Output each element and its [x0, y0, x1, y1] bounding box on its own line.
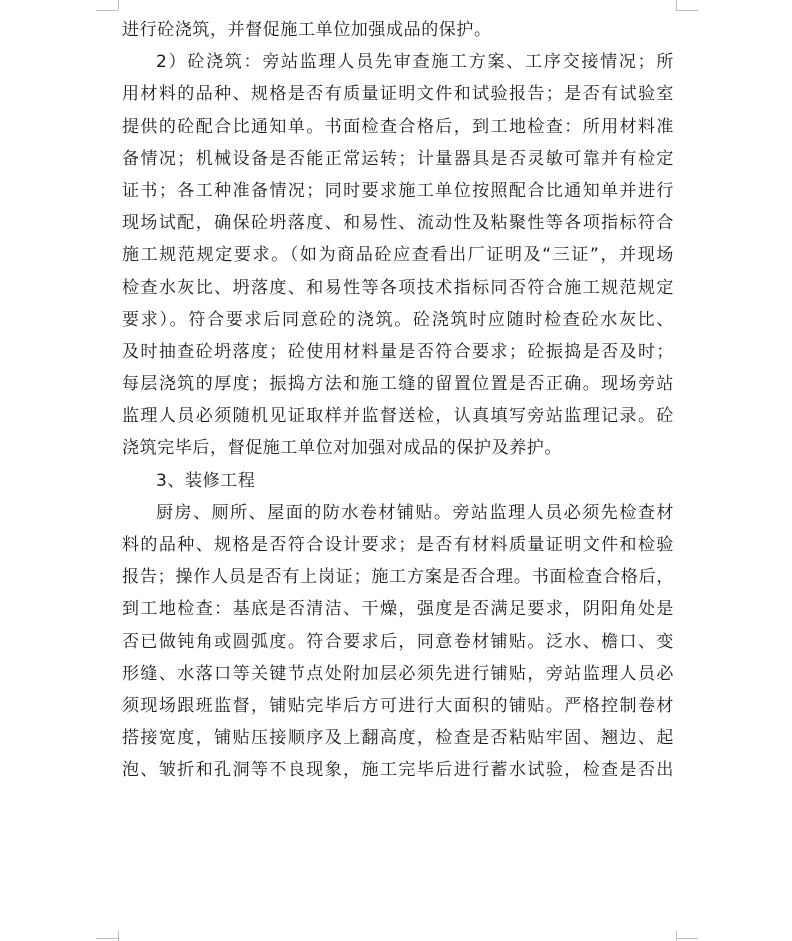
text-line: 进行砼浇筑，并督促施工单位加强成品的保护。: [122, 20, 492, 40]
crop-mark-top-right: [676, 10, 698, 11]
crop-mark-bottom-right: [676, 938, 698, 939]
text-line: 形缝、水落口等关键节点处附加层必须先进行铺贴，旁站监理人员必: [122, 663, 674, 684]
document-body: [122, 14, 674, 787]
text-line: 证书；各工种准备情况；同时要求施工单位按照配合比通知单并进行: [122, 180, 674, 201]
text-line: 施工规范规定要求。（如为商品砼应查看出厂证明及“三证”，并现场: [122, 245, 674, 266]
text-line: 3、装修工程: [156, 470, 256, 491]
text-line: 2）砼浇筑：旁站监理人员先审查施工方案、工序交接情况；所: [156, 52, 674, 73]
text-line: 备情况；机械设备是否能正常运转；计量器具是否灵敏可靠并有检定: [122, 148, 674, 169]
text-line: 用材料的品种、规格是否有质量证明文件和试验报告；是否有试验室: [122, 84, 674, 105]
text-line: 及时抽查砼坍落度；砼使用材料量是否符合要求；砼振捣是否及时；: [122, 341, 674, 362]
crop-mark-top-left-vertical: [118, 0, 119, 10]
text-line: 监理人员必须随机见证取样并监督送检，认真填写旁站监理记录。砼: [122, 406, 674, 427]
text-line: 厨房、厕所、屋面的防水卷材铺贴。旁站监理人员必须先检查材: [156, 502, 674, 523]
text-line: 料的品种、规格是否符合设计要求；是否有材料质量证明文件和检验: [122, 535, 674, 555]
crop-mark-top-left: [96, 10, 118, 11]
text-line: 浇筑完毕后，督促施工单位对加强对成品的保护及养护。: [122, 438, 562, 459]
text-line: 现场试配，确保砼坍落度、和易性、流动性及粘聚性等各项指标符合: [122, 213, 674, 234]
text-line: 到工地检查：基底是否清洁、干燥，强度是否满足要求，阴阳角处是: [122, 599, 674, 620]
text-line: 须现场跟班监督，铺贴完毕后方可进行大面积的铺贴。严格控制卷材: [122, 695, 674, 716]
text-line: 提供的砼配合比通知单。书面检查合格后，到工地检查：所用材料准: [122, 116, 674, 137]
crop-mark-top-right-vertical: [676, 0, 677, 10]
text-line: 泡、皱折和孔洞等不良现象，施工完毕后进行蓄水试验，检查是否出: [122, 760, 674, 781]
text-line: 报告；操作人员是否有上岗证；施工方案是否合理。书面检查合格后，: [122, 567, 674, 588]
crop-mark-bottom-left-vertical: [118, 931, 119, 941]
text-line: 要求）。符合要求后同意砼的浇筑。砼浇筑时应随时检查砼水灰比、: [122, 309, 674, 330]
crop-mark-bottom-left: [96, 938, 118, 939]
text-line: 搭接宽度，铺贴压接顺序及上翻高度，检查是否粘贴牢固、翘边、起: [122, 728, 674, 749]
text-line: 否已做钝角或圆弧度。符合要求后，同意卷材铺贴。泛水、檐口、变: [122, 631, 674, 652]
text-line: 检查水灰比、坍落度、和易性等各项技术指标同否符合施工规范规定: [122, 277, 674, 298]
crop-mark-bottom-right-vertical: [676, 931, 677, 941]
text-line: 每层浇筑的厚度；振捣方法和施工缝的留置位置是否正确。现场旁站: [122, 374, 674, 395]
